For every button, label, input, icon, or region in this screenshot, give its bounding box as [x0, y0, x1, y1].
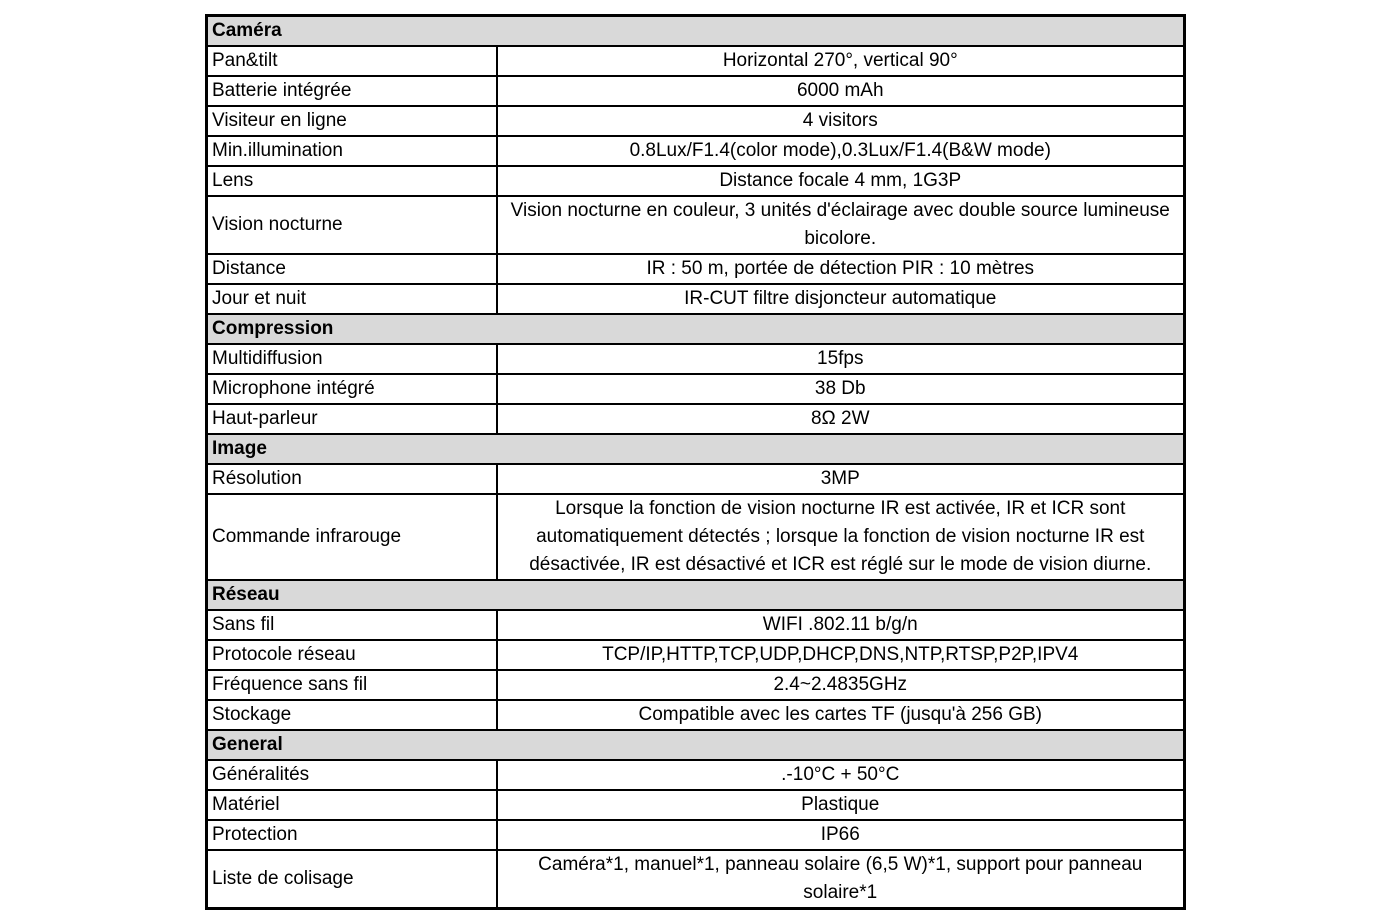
spec-label: Stockage	[207, 700, 497, 730]
spec-value: 15fps	[497, 344, 1185, 374]
spec-label: Généralités	[207, 760, 497, 790]
spec-value: Distance focale 4 mm, 1G3P	[497, 166, 1185, 196]
spec-label: Visiteur en ligne	[207, 106, 497, 136]
table-row	[207, 196, 1185, 254]
section-title: Compression	[207, 314, 1185, 344]
table-row	[207, 374, 1185, 404]
spec-value: TCP/IP,HTTP,TCP,UDP,DHCP,DNS,NTP,RTSP,P2P,IPV4	[497, 640, 1185, 670]
table-row	[207, 820, 1185, 850]
spec-label: Fréquence sans fil	[207, 670, 497, 700]
spec-value: Horizontal 270°, vertical 90°	[497, 46, 1185, 76]
spec-label: Min.illumination	[207, 136, 497, 166]
spec-label: Protection	[207, 820, 497, 850]
table-row	[207, 166, 1185, 196]
spec-label: Lens	[207, 166, 497, 196]
section-title: General	[207, 730, 1185, 760]
spec-label: Sans fil	[207, 610, 497, 640]
spec-table-body	[207, 16, 1185, 909]
spec-value: 0.8Lux/F1.4(color mode),0.3Lux/F1.4(B&W mode)	[497, 136, 1185, 166]
spec-value: Lorsque la fonction de vision nocturne IR est activée, IR et ICR sont automatiquement détectés ; lorsque la fonction de vision nocturne IR est désactivée, IR est désactivé et ICR est réglé sur le mode de vision diurne.	[497, 494, 1185, 580]
spec-value: IR : 50 m, portée de détection PIR : 10 mètres	[497, 254, 1185, 284]
table-row	[207, 494, 1185, 580]
spec-label: Microphone intégré	[207, 374, 497, 404]
spec-table	[205, 14, 1186, 910]
spec-label: Matériel	[207, 790, 497, 820]
table-row	[207, 790, 1185, 820]
table-row	[207, 850, 1185, 909]
spec-label: Liste de colisage	[207, 850, 497, 909]
section-header-row	[207, 16, 1185, 47]
spec-label: Haut-parleur	[207, 404, 497, 434]
spec-value: 38 Db	[497, 374, 1185, 404]
spec-value: Plastique	[497, 790, 1185, 820]
spec-label: Résolution	[207, 464, 497, 494]
spec-value: IP66	[497, 820, 1185, 850]
spec-value: 3MP	[497, 464, 1185, 494]
spec-value: IR-CUT filtre disjoncteur automatique	[497, 284, 1185, 314]
spec-value: 6000 mAh	[497, 76, 1185, 106]
spec-label: Vision nocturne	[207, 196, 497, 254]
spec-value: .-10°C + 50°C	[497, 760, 1185, 790]
spec-value: WIFI .802.11 b/g/n	[497, 610, 1185, 640]
spec-label: Jour et nuit	[207, 284, 497, 314]
table-row	[207, 254, 1185, 284]
section-header-row	[207, 434, 1185, 464]
table-row	[207, 284, 1185, 314]
table-row	[207, 404, 1185, 434]
spec-value: Vision nocturne en couleur, 3 unités d'éclairage avec double source lumineuse bicolore.	[497, 196, 1185, 254]
table-row	[207, 640, 1185, 670]
section-title: Caméra	[207, 16, 1185, 47]
section-header-row	[207, 314, 1185, 344]
table-row	[207, 464, 1185, 494]
spec-value: Caméra*1, manuel*1, panneau solaire (6,5 W)*1, support pour panneau solaire*1	[497, 850, 1185, 909]
spec-value: 2.4~2.4835GHz	[497, 670, 1185, 700]
table-row	[207, 46, 1185, 76]
table-row	[207, 760, 1185, 790]
table-row	[207, 700, 1185, 730]
spec-label: Multidiffusion	[207, 344, 497, 374]
spec-label: Distance	[207, 254, 497, 284]
spec-label: Commande infrarouge	[207, 494, 497, 580]
table-row	[207, 610, 1185, 640]
spec-label: Batterie intégrée	[207, 76, 497, 106]
spec-value: 4 visitors	[497, 106, 1185, 136]
spec-value: 8Ω 2W	[497, 404, 1185, 434]
table-row	[207, 136, 1185, 166]
table-row	[207, 106, 1185, 136]
section-title: Réseau	[207, 580, 1185, 610]
spec-label: Pan&tilt	[207, 46, 497, 76]
table-row	[207, 670, 1185, 700]
table-row	[207, 344, 1185, 374]
spec-value: Compatible avec les cartes TF (jusqu'à 256 GB)	[497, 700, 1185, 730]
table-row	[207, 76, 1185, 106]
spec-label: Protocole réseau	[207, 640, 497, 670]
section-header-row	[207, 730, 1185, 760]
section-title: Image	[207, 434, 1185, 464]
section-header-row	[207, 580, 1185, 610]
